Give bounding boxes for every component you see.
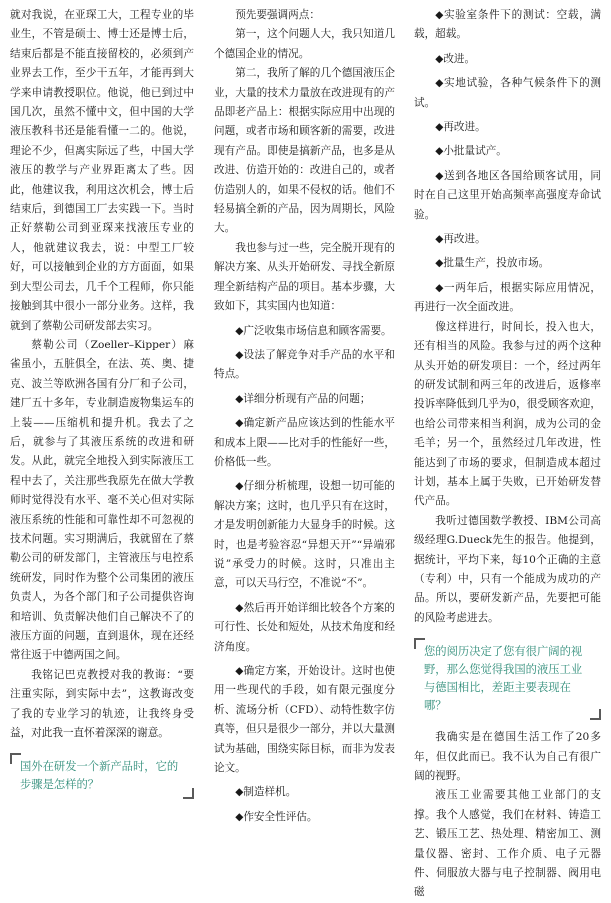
step-item: ◆再改进。	[435, 233, 486, 246]
step-item: ◆送到各地区各国给顾客试用，同时在自己这里开始高频率高强度寿命试验。	[414, 169, 601, 221]
column-right	[414, 6, 601, 903]
step-item: ◆作安全性评估。	[235, 810, 318, 823]
step-item: ◆制造样机。	[235, 786, 297, 799]
step-item: ◆确定方案，开始设计。这时也使用一些现代的手段，如有限元强度分析、流场分析（CFD）、动特性数字仿真等，但只是很少一部分，并以大量测试为基础，围绕实际目标，而非为发表论文。	[214, 665, 395, 775]
step-item: ◆批量生产，投放市场。	[435, 257, 550, 270]
step-item: ◆实地试验，各种气候条件下的测试。	[414, 77, 601, 109]
step-item: ◆一两年后，根据实际应用情况，再进行一次全面改进。	[414, 281, 601, 314]
question-text: 国外在研发一个新产品时，它的步骤是怎样的？	[20, 760, 179, 792]
paragraph: 我也参与过一些，完全脱开现有的解决方案、从头开始研发、寻找全新原理全新结构产品的项目。基本步骤，大致如下，其实国内也知道：	[214, 241, 395, 313]
step-item: ◆仔细分析梳理，设想一切可能的解决方案；这时，也几乎只有在这时，才是发明创新能力大显身手的时候。这时，也是考验容忍“异想天开”“异端邪说”承受力的时候。这时，只准出主意，可以天马行空，不准说“不”。	[214, 480, 395, 590]
step-item: ◆然后再开始详细比较各个方案的可行性、长处和短处，从技术角度和经济角度。	[214, 601, 395, 653]
step-item: ◆确定新产品应该达到的性能水平和成本上限——比对手的性能好一些，价格低一些。	[214, 417, 395, 468]
column-left	[10, 6, 194, 807]
paragraph: 蔡勒公司（Zoeller–Kipper）麻雀虽小，五脏俱全，在法、英、奥、捷克、波兰等欧洲各国有分厂和子公司，建厂五十多年，专业制造废物集运车的上装——压缩机和提升机。我去了之后，就参与了其液压系统的改进和研发。从此，就完全地投入到实际液压工程中去了，关注那些我原先在做大学教师时觉得没有水平、毫不关心但对实际液压系统的性能和可靠性却不可忽视的技术问题。实习期满后，我就留在了蔡勒公司的研发部门，主管液压与电控系统研发，同时作为整个公司集团的液压负责人，为各个部门和子公司提供咨询和培训、负责解决他们自己解决不了的液压方面的问题，直到退休，现在还经常往返于中德两国之间。	[10, 338, 194, 662]
paragraph: 像这样进行，时间长，投入也大，还有相当的风险。我参与过的两个这种从头开始的研发项目：一个，经过两年的研发试制和两三年的改进后，返修率投诉率降低到几乎为0，很受顾客欢迎，也给公司带来相当利润，成为公司的金毛羊；另一个，虽然经过几年改进，性能达到了市场的要求，但制造成本超过计划，基本上属于失败，已开始研发替代产品。	[414, 320, 601, 508]
paragraph: 就对我说，在亚琛工大，工程专业的毕业生，不管是硕士、博士还是博士后，结束后都是不能直接留校的，必须到产业界去工作，至少干五年，才能再到大学来申请教授职位。他说，他已到过中国几次，虽然不懂中文，但中国的大学液压教科书还是能看懂一二的。他说，理论不少，但离实际远了些，中国大学液压的教学与产业界距离太了些。因此，他建议我，利用这次机会，博士后结束后，到德国工厂去实践一下。当时正好蔡勒公司到亚琛来找液压专业的人，他就建议我去，说：中型工厂较好，可以接触到企业的方方面面，如果到大型公司去，几千个工程师，你只能接触到其中很小一部分业务。这样，我就到了蔡勒公司研发部去实习。	[10, 9, 194, 332]
paragraph: 第一，这个问题人大，我只知道几个德国企业的情况。	[214, 28, 395, 60]
paragraph: 第二，我所了解的几个德国液压企业，大量的技术力量放在改进现有的产品即老产品上：根据实际应用中出现的问题，或者市场和顾客新的需要，改进现有产品。即使是搞新产品，也多是从改进、仿造开始的：改进自己的，或者仿造别人的，如果不侵权的话。他们不轻易搞全新的产品，因为周期长，风险大。	[214, 67, 395, 235]
step-item: ◆广泛收集市场信息和顾客需要。	[235, 324, 392, 337]
bracket-corner-bottom-right	[183, 788, 194, 799]
step-item: ◆设法了解竞争对手产品的水平和特点。	[214, 348, 395, 381]
step-item: ◆小批量试产。	[435, 145, 507, 158]
step-item: ◆再改进。	[435, 121, 486, 134]
interview-question	[414, 638, 601, 720]
bracket-corner-top-left	[414, 638, 425, 649]
step-item: ◆改进。	[435, 52, 476, 65]
column-middle	[214, 6, 395, 827]
paragraph: 我确实是在德国生活工作了20多年，但仅此而已。我不认为自己有很广阔的视野。	[414, 731, 601, 782]
question-text: 您的阅历决定了您有很广阔的视野，那么您觉得我国的液压工业与德国相比，差距主要表现在哪？	[424, 645, 583, 713]
bracket-corner-top-left	[10, 753, 21, 764]
paragraph: 我听过德国数学教授、IBM公司高级经理G.Dueck先生的报告。他提到，据统计，平均下来，每10个正确的主意（专利）中，只有一个能成为成功的产品。所以，要研发新产品，先要把可能的风险考虑进去。	[414, 514, 601, 624]
step-item: ◆详细分析现有产品的问题；	[235, 392, 371, 405]
paragraph: 我铭记巴克教授对我的教诲：“要注重实际，到实际中去”，这教诲改变了我的专业学习的轨迹，让我终身受益，对此我一直怀着深深的谢意。	[10, 668, 194, 740]
paragraph: 预先要强调两点：	[235, 9, 320, 21]
bracket-corner-bottom-right	[590, 709, 601, 720]
step-item: ◆实验室条件下的测试：空载，满载，超载。	[414, 9, 601, 41]
interview-question	[10, 753, 194, 799]
paragraph: 液压工业需要其他工业部门的支撑。我个人感觉，我们在材料、铸造工艺、锻压工艺、热处理、精密加工、测量仪器、密封、工作介质、电子元器件、伺服放大器与电子控制器、阀用电磁	[414, 789, 601, 899]
